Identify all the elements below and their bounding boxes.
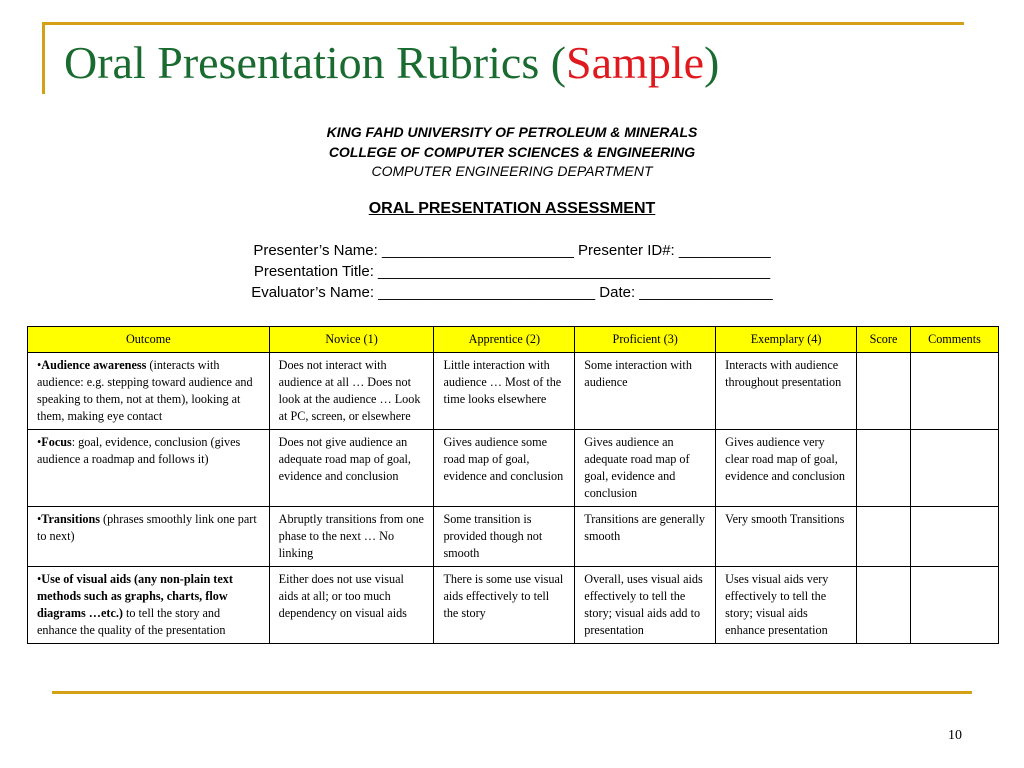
title-highlight: Sample: [566, 37, 705, 88]
header-outcome: Outcome: [28, 327, 270, 353]
novice-cell: Abruptly transitions from one phase to the next … No linking: [269, 507, 434, 567]
apprentice-cell: Little interaction with audience … Most of the time looks elsewhere: [434, 353, 575, 430]
score-cell[interactable]: [857, 507, 911, 567]
header-comments: Comments: [910, 327, 998, 353]
table-row: [28, 430, 999, 507]
form-fields: [0, 240, 1024, 303]
table-row: [28, 507, 999, 567]
assessment-title: ORAL PRESENTATION ASSESSMENT: [368, 200, 656, 217]
exemplary-cell: Gives audience very clear road map of goal, evidence and conclusion: [716, 430, 857, 507]
outcome-name: Focus: [41, 435, 72, 449]
slide-title: [64, 36, 719, 89]
outcome-description: : goal, evidence, conclusion (gives audience a roadmap and follows it): [37, 435, 241, 466]
outcome-description: to tell the story and enhance the quality of the presentation: [37, 606, 226, 637]
university-name: KING FAHD UNIVERSITY OF PETROLEUM & MINERALS: [326, 124, 698, 140]
exemplary-cell: Very smooth Transitions: [716, 507, 857, 567]
outcome-description: (phrases smoothly link one part to next): [37, 512, 257, 543]
score-cell[interactable]: [857, 353, 911, 430]
comments-cell[interactable]: [910, 567, 998, 644]
header-apprentice: Apprentice (2): [434, 327, 575, 353]
score-cell[interactable]: [857, 430, 911, 507]
novice-cell: Either does not use visual aids at all; or too much dependency on visual aids: [269, 567, 434, 644]
exemplary-cell: Uses visual aids very effectively to tell the story; visual aids enhance presentation: [716, 567, 857, 644]
college-name: COLLEGE OF COMPUTER SCIENCES & ENGINEERING: [328, 144, 696, 160]
novice-cell: Does not interact with audience at all … Does not look at the audience … Look at PC, screen, or elsewhere: [269, 353, 434, 430]
table-row: [28, 567, 999, 644]
evaluator-line: Evaluator’s Name: __________________________ Date: ________________: [251, 284, 773, 301]
bottom-divider: [52, 691, 972, 694]
outcome-cell: •Transitions (phrases smoothly link one part to next): [28, 507, 270, 567]
page-number: 10: [948, 728, 962, 743]
exemplary-cell: Interacts with audience throughout presentation: [716, 353, 857, 430]
comments-cell[interactable]: [910, 430, 998, 507]
header-novice: Novice (1): [269, 327, 434, 353]
rubric-table: [27, 326, 999, 644]
outcome-cell: •Focus: goal, evidence, conclusion (gives audience a roadmap and follows it): [28, 430, 270, 507]
proficient-cell: Transitions are generally smooth: [575, 507, 716, 567]
outcome-name: Use of visual aids (any non-plain text methods such as graphs, charts, flow diagrams …etc.): [37, 572, 233, 620]
outcome-name: Transitions: [41, 512, 100, 526]
header-proficient: Proficient (3): [575, 327, 716, 353]
department-name: COMPUTER ENGINEERING DEPARTMENT: [371, 163, 653, 179]
comments-cell[interactable]: [910, 353, 998, 430]
comments-cell[interactable]: [910, 507, 998, 567]
apprentice-cell: Gives audience some road map of goal, evidence and conclusion: [434, 430, 575, 507]
title-main: Oral Presentation Rubrics (: [64, 37, 567, 88]
accent-vertical-line: [42, 22, 45, 94]
outcome-cell: •Use of visual aids (any non-plain text methods such as graphs, charts, flow diagrams …etc.) to tell the story and enhance the quality of the presentation: [28, 567, 270, 644]
accent-horizontal-line: [42, 22, 964, 25]
score-cell[interactable]: [857, 567, 911, 644]
table-header-row: [28, 327, 999, 353]
header-exemplary: Exemplary (4): [716, 327, 857, 353]
institution-block: [0, 122, 1024, 162]
novice-cell: Does not give audience an adequate road map of goal, evidence and conclusion: [269, 430, 434, 507]
outcome-cell: •Audience awareness (interacts with audience: e.g. stepping toward audience and speaking to them, not at them), looking at them, making eye contact: [28, 353, 270, 430]
apprentice-cell: There is some use visual aids effectively to tell the story: [434, 567, 575, 644]
presenter-line: Presenter’s Name: _______________________ Presenter ID#: ___________: [253, 242, 771, 259]
proficient-cell: Some interaction with audience: [575, 353, 716, 430]
header-score: Score: [857, 327, 911, 353]
title-line: Presentation Title: _______________________________________________: [253, 263, 771, 280]
outcome-name: Audience awareness: [41, 358, 147, 372]
proficient-cell: Gives audience an adequate road map of goal, evidence and conclusion: [575, 430, 716, 507]
table-row: [28, 353, 999, 430]
title-close: ): [704, 37, 720, 88]
proficient-cell: Overall, uses visual aids effectively to tell the story; visual aids add to presentation: [575, 567, 716, 644]
outcome-description: (interacts with audience: e.g. stepping toward audience and speaking to them, not at them), looking at them, making eye contact: [37, 358, 253, 423]
apprentice-cell: Some transition is provided though not smooth: [434, 507, 575, 567]
